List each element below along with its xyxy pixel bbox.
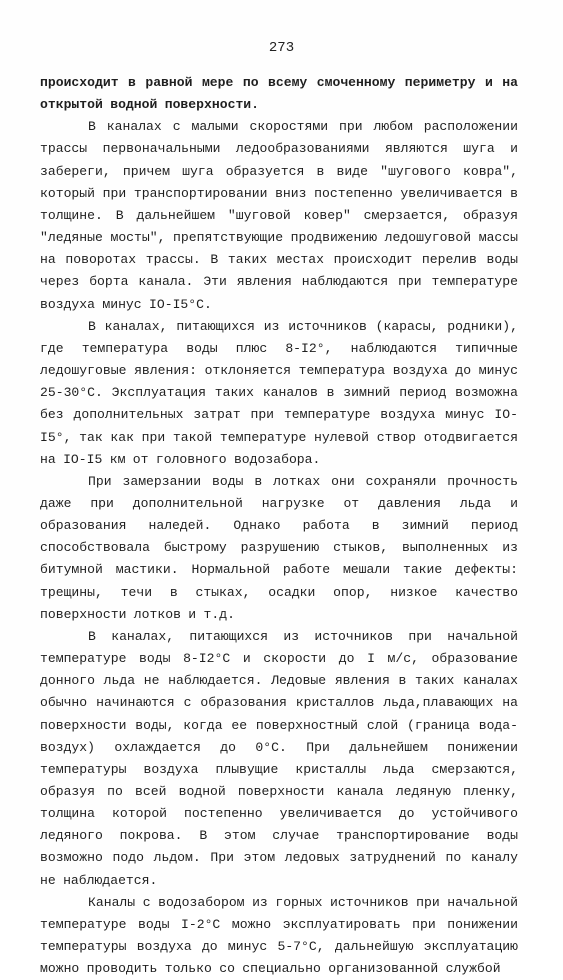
paragraph-flume-freezing: При замерзании воды в лотках они сохраняли прочность даже при дополнительной нагрузке от давления льда и образования наледей. Однако работа в зимний период способствовала быстрому разрушению стыков, выполненных из битумной мастики. Нормальной работе мешали такие дефекты: трещины, течи в стыках, осадки опор, низкое качество поверхности лотков и т.д. (40, 473, 518, 622)
paragraph-mountain-intake-canals: Каналы с водозабором из горных источников при начальной температуре воды I-2°С можно эксплуатировать при понижении температуры воздуха до минус 5-7°С, дальнейшую эксплуатацию можно проводить только со специально организованной службой (40, 894, 518, 977)
body-text (40, 72, 518, 980)
paragraph-spring-fed-canals: В каналах, питающихся из источников (карасы, родники), где температура воды плюс 8-I2°, наблюдаются типичные ледошуговые явления: отклоняется температура воздуха до минус 25-30°С. Эксплуатация таких каналов в зимний период возможна без дополнительных затрат при температуре воздуха минус IO-I5°, так как при такой температуре нулевой створ отодвигается на IO-I5 км от головного водозабора. (40, 318, 518, 467)
paragraph-ice-cover-formation: В каналах, питающихся из источников при начальной температуре воды 8-I2°С и скорости до I м/с, образование донного льда не наблюдается. Ледовые явления в таких каналах обычно начинаются с образования кристаллов льда,плавающих на поверхности воды, когда ее поверхностный слой (граница вода-воздух) охлаждается до 0°С. При дальнейшем понижении температуры воздуха плывущие кристаллы льда смерзаются, образуя по всей водной поверхности канала ледяную пленку, толщина которой постепенно увеличивается до устойчивого ледяного покрова. В этом случае транспортирование воды возможно подо льдом. При этом ледовых затруднений по каналу не наблюдается. (40, 628, 518, 888)
page-number: 273 (268, 40, 295, 56)
paragraph-low-velocity-canals: В каналах с малыми скоростями при любом расположении трассы первоначальными ледообразованиями являются шуга и забереги, причем шуга образуется в виде "шугового ковра", который при транспортировании вниз постепенно увеличивается в толщине. В дальнейшем "шуговой ковер" смерзается, образуя "ледяные мосты", препятствующие продвижению ледошуговой массы на поворотах трассы. В таких местах происходит перелив воды через борта канала. Эти явления наблюдаются при температуре воздуха минус IO-I5°С. (40, 119, 518, 312)
paragraph-continuation: происходит в равной мере по всему смоченному периметру и на открытой водной поверхности. (40, 75, 518, 113)
